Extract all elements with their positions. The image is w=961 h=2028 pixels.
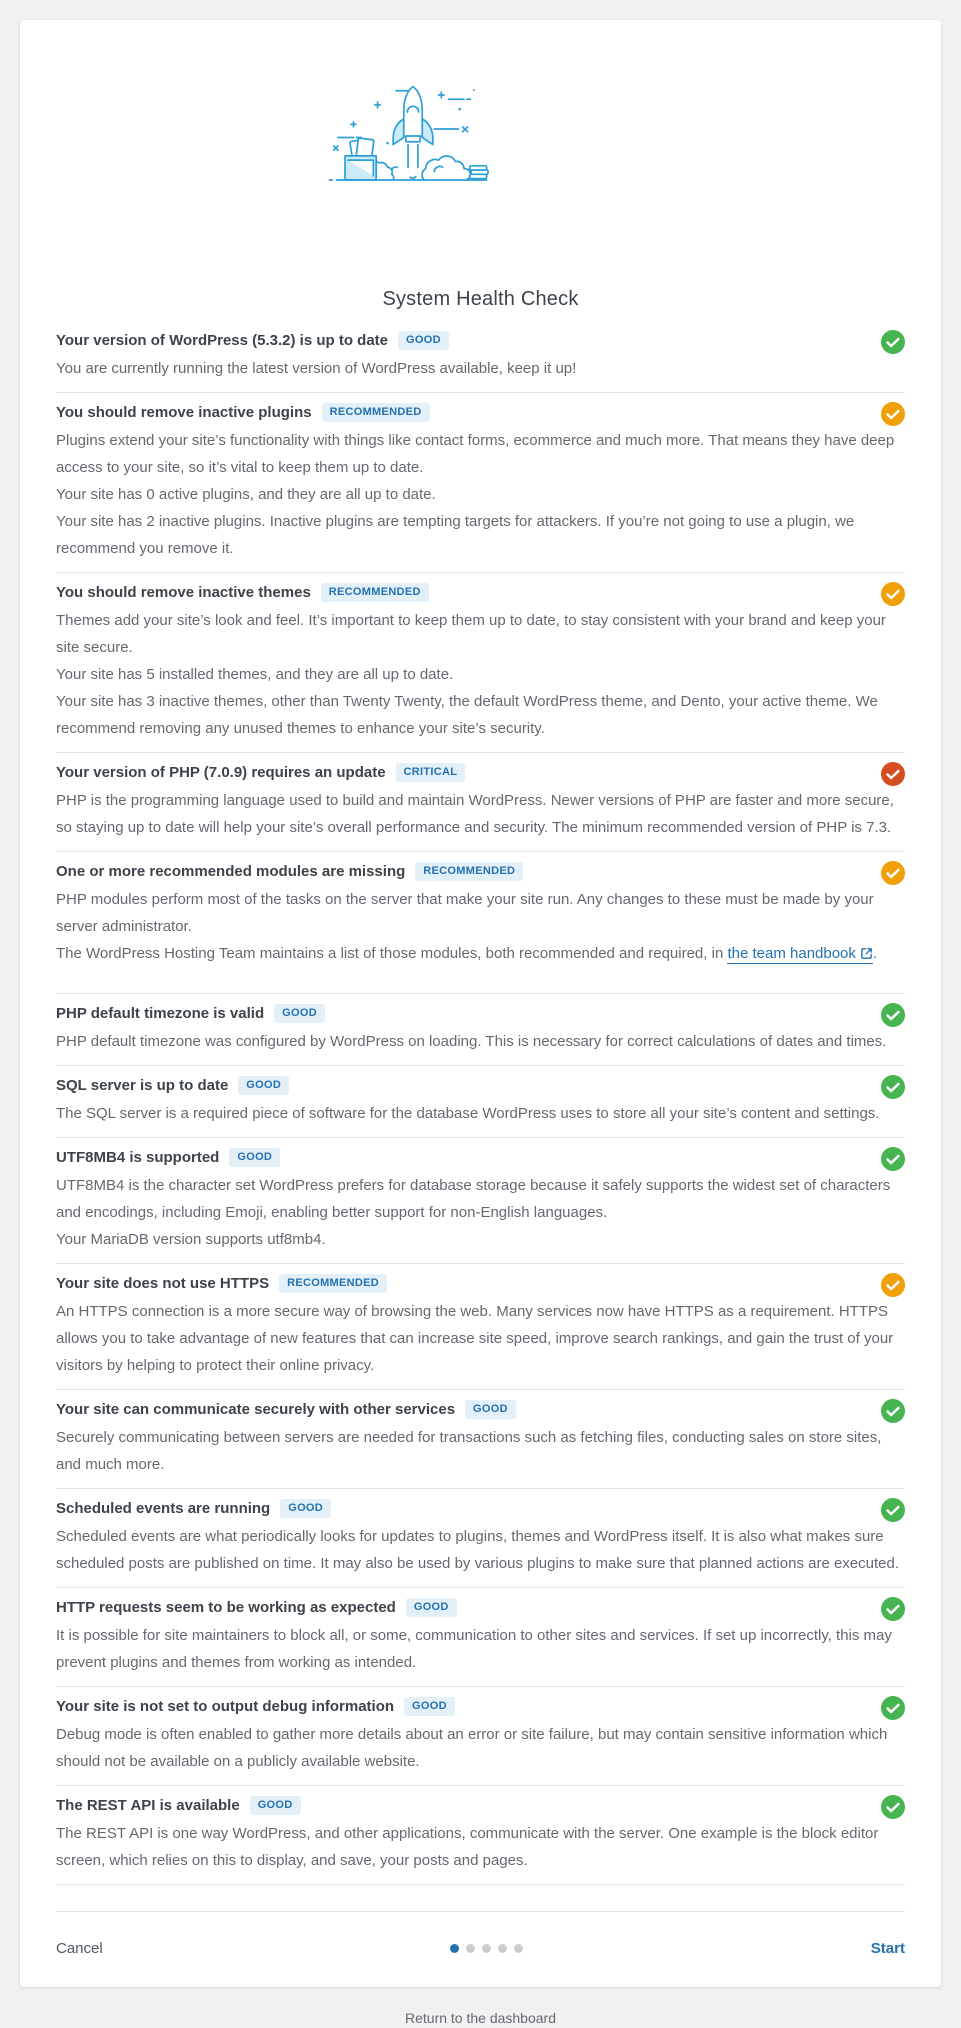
status-check-icon	[881, 1399, 905, 1423]
page-footer	[0, 2010, 961, 2028]
item-paragraph: Themes add your site’s look and feel. It’s important to keep them up to date, to stay consistent with your brand and keep your site secure.	[56, 611, 886, 656]
health-check-card	[20, 20, 941, 1987]
item-header	[56, 1147, 905, 1169]
health-check-item	[56, 573, 905, 753]
item-title: PHP default timezone is valid	[56, 1004, 265, 1022]
item-header	[56, 762, 905, 784]
item-title: Your version of PHP (7.0.9) requires an update	[56, 763, 386, 781]
status-check-icon	[881, 1003, 905, 1027]
status-check-icon	[881, 861, 905, 885]
item-description	[56, 886, 905, 967]
health-check-list	[56, 321, 905, 1885]
status-badge: GOOD	[465, 1400, 516, 1419]
item-description	[56, 1523, 905, 1577]
status-check-icon	[881, 1498, 905, 1522]
item-header	[56, 582, 905, 604]
status-badge: CRITICAL	[396, 763, 466, 782]
item-title: Your site can communicate securely with other services	[56, 1400, 456, 1418]
external-link-icon	[860, 947, 873, 960]
item-description	[56, 1721, 905, 1775]
item-title: SQL server is up to date	[56, 1076, 229, 1094]
item-description	[56, 355, 905, 382]
item-paragraph: PHP modules perform most of the tasks on the server that make your site run. Any changes to these must be made by your server administrator.	[56, 890, 874, 935]
health-check-item	[56, 1786, 905, 1885]
status-check-icon	[881, 330, 905, 354]
item-paragraph: PHP default timezone was configured by WordPress on loading. This is necessary for correct calculations of dates and times.	[56, 1032, 887, 1050]
item-paragraph: An HTTPS connection is a more secure way of browsing the web. Many services now have HTTPS as a requirement. HTTPS allows you to take advantage of new features that can increase site speed, improve search rankings, and gain the trust of your visitors by helping to protect their online privacy.	[56, 1302, 894, 1374]
status-badge: GOOD	[280, 1499, 331, 1518]
health-check-item	[56, 1489, 905, 1588]
item-header	[56, 1075, 905, 1097]
item-paragraph: The REST API is one way WordPress, and other applications, communicate with the server. One example is the block editor screen, which relies on this to display, and save, your posts and pages.	[56, 1824, 879, 1869]
item-title: HTTP requests seem to be working as expected	[56, 1598, 396, 1616]
item-paragraph: Your site has 2 inactive plugins. Inactive plugins are tempting targets for attackers. If you’re not going to use a plugin, we recommend you remove it.	[56, 512, 855, 557]
page-title: System Health Check	[382, 287, 579, 310]
pagination-dot[interactable]	[514, 1944, 523, 1953]
item-paragraph: Your MariaDB version supports utf8mb4.	[56, 1230, 326, 1248]
item-description	[56, 1100, 905, 1127]
health-check-item	[56, 1138, 905, 1264]
status-check-icon	[881, 1696, 905, 1720]
item-paragraph: It is possible for site maintainers to block all, or some, communication to other sites and services. If set up incorrectly, this may prevent plugins and themes from working as intended.	[56, 1626, 892, 1671]
pagination-dot[interactable]	[450, 1944, 459, 1953]
health-check-item	[56, 1687, 905, 1786]
health-check-item	[56, 1066, 905, 1138]
item-paragraph: Your site has 3 inactive themes, other than Twenty Twenty, the default WordPress theme, and Dento, your active theme. We recommend removing any unused themes to enhance your site’s security.	[56, 692, 878, 737]
status-check-icon	[881, 1795, 905, 1819]
return-dashboard-link[interactable]: Return to the dashboard	[405, 2009, 556, 2026]
item-header	[56, 330, 905, 352]
rocket-launch-illustration	[328, 78, 498, 190]
pagination-dot[interactable]	[466, 1944, 475, 1953]
item-title: The REST API is available	[56, 1796, 240, 1814]
item-header	[56, 1696, 905, 1718]
item-header	[56, 1795, 905, 1817]
item-paragraph: Your site has 5 installed themes, and they are all up to date.	[56, 665, 454, 683]
status-check-icon	[881, 1597, 905, 1621]
health-check-item	[56, 321, 905, 393]
item-paragraph: Your site has 0 active plugins, and they are all up to date.	[56, 485, 436, 503]
status-badge: GOOD	[238, 1076, 289, 1095]
item-description	[56, 607, 905, 742]
health-check-item	[56, 393, 905, 573]
item-header	[56, 402, 905, 424]
item-title: UTF8MB4 is supported	[56, 1148, 220, 1166]
item-title: You should remove inactive themes	[56, 583, 311, 601]
item-description	[56, 1424, 905, 1478]
item-title: Your site does not use HTTPS	[56, 1274, 270, 1292]
status-check-icon	[881, 582, 905, 606]
item-title: You should remove inactive plugins	[56, 403, 312, 421]
status-badge: GOOD	[404, 1697, 455, 1716]
team-handbook-link[interactable]: the team handbook	[727, 945, 872, 964]
status-badge: RECOMMENDED	[279, 1274, 387, 1293]
item-paragraph: Debug mode is often enabled to gather more details about an error or site failure, but may contain sensitive information which should not be available on a publicly available website.	[56, 1725, 888, 1770]
status-check-icon	[881, 762, 905, 786]
status-badge: RECOMMENDED	[415, 862, 523, 881]
health-check-item	[56, 1264, 905, 1390]
health-check-item	[56, 753, 905, 852]
item-description	[56, 787, 905, 841]
item-header	[56, 1498, 905, 1520]
item-title: One or more recommended modules are missing	[56, 862, 406, 880]
status-badge: GOOD	[274, 1004, 325, 1023]
status-check-icon	[881, 1273, 905, 1297]
item-title: Scheduled events are running	[56, 1499, 271, 1517]
status-badge: GOOD	[398, 331, 449, 350]
item-description	[56, 1622, 905, 1676]
item-header	[56, 861, 905, 883]
pagination-dot[interactable]	[498, 1944, 507, 1953]
status-check-icon	[881, 1075, 905, 1099]
item-paragraph: Plugins extend your site’s functionality with things like contact forms, ecommerce and much more. That means they have deep access to your site, so it’s vital to keep them up to date.	[56, 431, 895, 476]
item-header	[56, 1597, 905, 1619]
item-paragraph: The SQL server is a required piece of software for the database WordPress uses to store all your site’s content and settings.	[56, 1104, 880, 1122]
status-badge: RECOMMENDED	[321, 583, 429, 602]
health-check-item	[56, 852, 905, 994]
health-check-item	[56, 1390, 905, 1489]
item-description	[56, 1298, 905, 1379]
item-paragraph: Scheduled events are what periodically looks for updates to plugins, themes and WordPress itself. It is also what makes sure scheduled posts are published on time. It may also be used by various plugins to make sure that planned actions are executed.	[56, 1527, 900, 1572]
item-paragraph: You are currently running the latest version of WordPress available, keep it up!	[56, 359, 577, 377]
pagination-dot[interactable]	[482, 1944, 491, 1953]
item-title: Your site is not set to output debug information	[56, 1697, 395, 1715]
status-badge: RECOMMENDED	[322, 403, 430, 422]
item-paragraph: The WordPress Hosting Team maintains a list of those modules, both recommended and required, in the team handbook .	[56, 944, 878, 962]
start-button[interactable]: Start	[870, 1939, 905, 1957]
item-description	[56, 427, 905, 562]
status-badge: GOOD	[229, 1148, 280, 1167]
item-header	[56, 1273, 905, 1295]
health-check-item	[56, 994, 905, 1066]
item-description	[56, 1028, 905, 1055]
health-check-item	[56, 1588, 905, 1687]
item-title: Your version of WordPress (5.3.2) is up to date	[56, 331, 389, 349]
item-header	[56, 1003, 905, 1025]
item-header	[56, 1399, 905, 1421]
item-paragraph: Securely communicating between servers are needed for transactions such as fetching files, conducting sales on store sites, and much more.	[56, 1428, 882, 1473]
item-paragraph: UTF8MB4 is the character set WordPress prefers for database storage because it safely supports the widest set of characters and encodings, including Emoji, enabling better support for non-English languages.	[56, 1176, 891, 1221]
item-description	[56, 1820, 905, 1874]
item-description	[56, 1172, 905, 1253]
wizard-footer	[56, 1911, 905, 1987]
status-check-icon	[881, 402, 905, 426]
cancel-button[interactable]: Cancel	[56, 1939, 103, 1957]
status-check-icon	[881, 1147, 905, 1171]
pagination-dots	[450, 1944, 523, 1953]
status-badge: GOOD	[250, 1796, 301, 1815]
status-badge: GOOD	[406, 1598, 457, 1617]
item-paragraph: PHP is the programming language used to build and maintain WordPress. Newer versions of PHP are faster and more secure, so staying up to date will help your site’s overall performance and security. The minimum recommended version of PHP is 7.3.	[56, 791, 894, 836]
